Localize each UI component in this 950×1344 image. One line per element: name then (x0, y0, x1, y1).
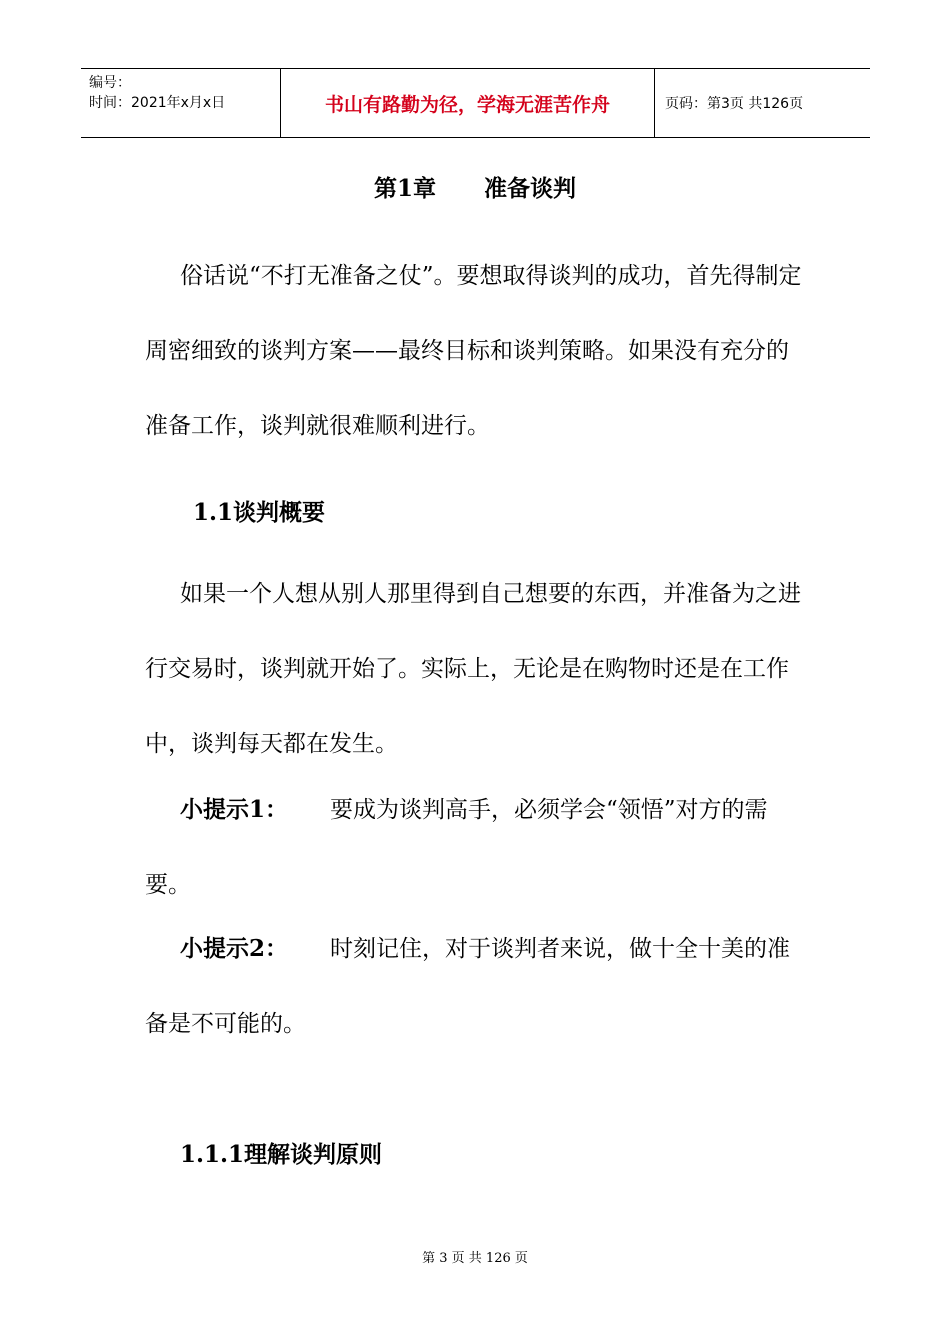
tip-1-label: 小提示1： (180, 796, 289, 823)
header-page-info: 页码：第3页 共126页 (665, 96, 804, 112)
intro-text: 俗话说“不打无准备之仗”。要想取得谈判的成功，首先得制定周密细致的谈判方案——最终目标和谈判策略。如果没有充分的准备工作，谈判就很难顺利进行。 (145, 263, 802, 439)
section-1-1-heading: 1.1谈判概要 (193, 499, 326, 526)
serial-label: 编号： (89, 75, 131, 91)
time-label: 时间：2021年x月x日 (89, 95, 226, 111)
section-1-1-text: 如果一个人想从别人那里得到自己想要的东西，并准备为之进行交易时，谈判就开始了。实际上，无论是在购物时还是在工作中，谈判每天都在发生。 (145, 581, 801, 757)
intro-paragraph (145, 239, 810, 464)
page-header (81, 68, 870, 138)
header-meta (81, 69, 281, 137)
tip-2 (145, 911, 810, 1062)
tip-2-label: 小提示2： (180, 935, 289, 962)
chapter-title: 第1章 准备谈判 (373, 175, 577, 202)
tip-2-text: 时刻记住，对于谈判者来说，做十全十美的准备是不可能的。 (145, 936, 791, 1037)
page-footer: 第 3 页 共 126 页 (422, 1251, 528, 1266)
section-1-1-1-heading: 1.1.1理解谈判原则 (180, 1141, 383, 1168)
section-1-1-body (145, 557, 810, 782)
header-motto: 书山有路勤为径，学海无涯苦作舟 (281, 69, 655, 137)
tip-1 (145, 772, 810, 923)
tip-1-text: 要成为谈判高手，必须学会“领悟”对方的需要。 (145, 797, 768, 898)
